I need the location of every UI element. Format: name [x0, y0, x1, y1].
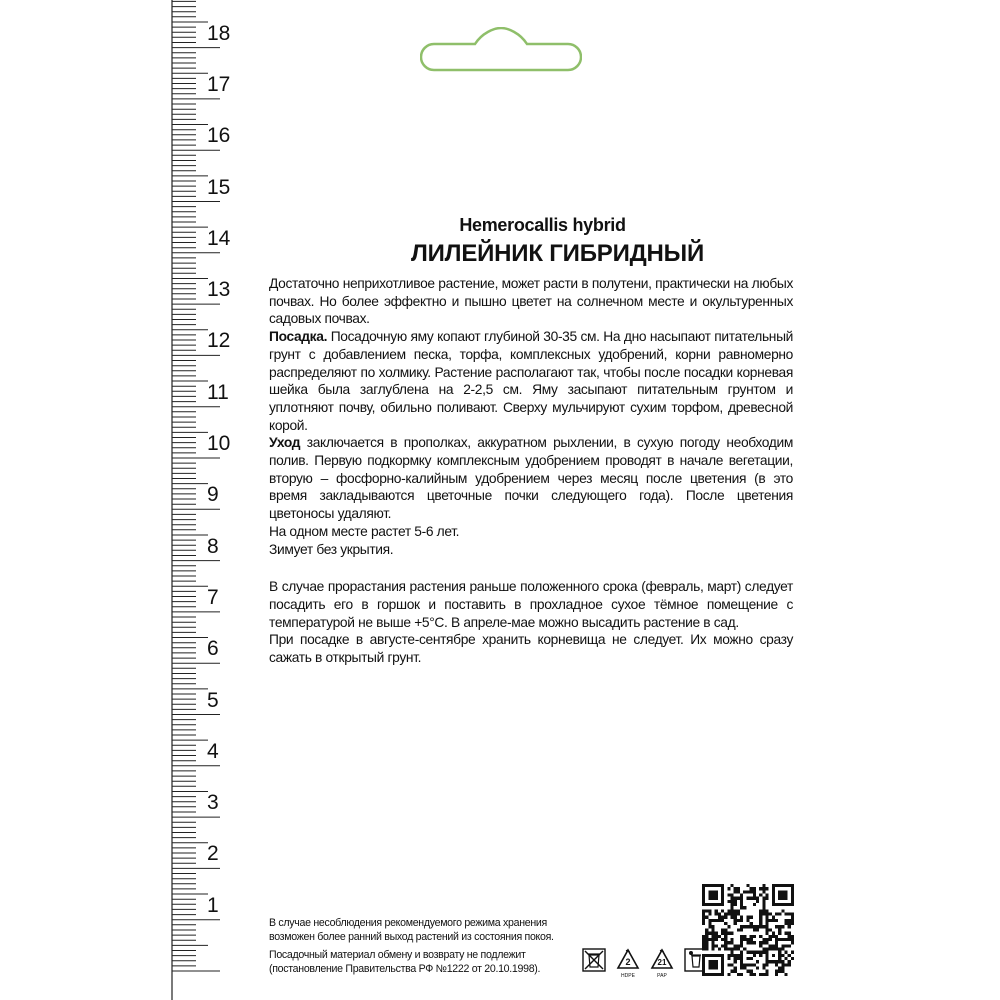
- ruler-number: 6: [207, 637, 219, 661]
- ruler-number: 13: [207, 278, 231, 302]
- hang-tab: [420, 27, 582, 79]
- planting-title: Посадка.: [269, 329, 328, 345]
- return-note-line2: (постановление Правительства РФ №1222 от 20.10.1998).: [269, 962, 541, 975]
- description-text: [269, 275, 793, 667]
- pap-recycle-icon: [649, 947, 675, 977]
- care-text: заключается в прополках, аккуратном рыхлении, в сухую погоду необходим полив. Первую подкормку комплексным удобрением проводят в начале вегетации, вторую – фосфорно-калийным удобрением через месяц после цветения (в это время закладываются цветочные почки следующего года). После цветения цветоносы удаляют.: [269, 435, 793, 522]
- hdpe-recycle-icon: [615, 947, 641, 977]
- recycling-icons: [581, 947, 709, 977]
- ruler-number: 16: [207, 124, 231, 148]
- ruler-number: 7: [207, 585, 219, 609]
- ruler-number: 17: [207, 72, 231, 96]
- latin-name: Hemerocallis hybrid: [459, 215, 626, 235]
- pap-number: 21: [657, 958, 667, 967]
- ruler-number: 8: [207, 534, 219, 558]
- storage-note-line2: возможен более ранний выход растений из состояния покоя.: [269, 930, 554, 943]
- intro-paragraph: Достаточно неприхотливое растение, может расти в полутени, практически на любых почвах. Но более эффектно и пышно цветет на солнечном месте и окультуренных садовых почвах.: [269, 276, 793, 327]
- ruler-number: 11: [207, 380, 229, 404]
- ruler-number: 1: [207, 893, 219, 917]
- ruler: [171, 0, 241, 1000]
- august-paragraph: При посадке в августе-сентябре хранить корневища не следует. Их можно сразу сажать в открытый грунт.: [269, 632, 793, 666]
- years-line: На одном месте растет 5-6 лет.: [269, 523, 460, 539]
- ruler-number: 5: [207, 688, 219, 712]
- care-title: Уход: [269, 435, 301, 451]
- ruler-number: 15: [207, 175, 231, 199]
- ruler-number: 9: [207, 483, 219, 507]
- ruler-number: 10: [207, 432, 231, 455]
- product-title: ЛИЛЕЙНИК ГИБРИДНЫЙ: [410, 240, 705, 267]
- ruler-number: 14: [207, 226, 231, 250]
- hdpe-label: HDPE: [621, 973, 635, 979]
- no-recycle-bin-icon: [581, 947, 607, 977]
- qr-code-icon: [702, 884, 794, 976]
- storage-note-line1: В случае несоблюдения рекомендуемого режима хранения: [269, 917, 547, 929]
- ruler-number: 2: [207, 842, 219, 866]
- ruler-number: 4: [207, 739, 219, 763]
- ruler-number: 18: [207, 21, 231, 45]
- care-paragraph: [269, 434, 793, 523]
- winter-line: Зимует без укрытия.: [269, 541, 394, 557]
- footer-notes: [269, 917, 589, 976]
- hdpe-number: 2: [625, 957, 631, 967]
- ruler-number: 3: [207, 791, 219, 815]
- return-note-line1: Посадочный материал обмену и возврату не подлежит: [269, 949, 526, 962]
- planting-paragraph: [269, 328, 793, 434]
- pap-label: PAP: [657, 973, 667, 979]
- planting-text: Посадочную яму копают глубиной 30-35 см. На дно насыпают питательный грунт с добавлением песка, торфа, комплексных удобрений, корни равномерно распределяют по холмику. Растение располагают так, чтобы после посадки корневая шейка была заглублена на 2-2,5 см. Яму засыпают питательным грунтом и уплотняют почву, обильно поливают. Сверху мульчируют сухим торфом, древесной корой.: [269, 329, 793, 433]
- sprouting-paragraph: В случае прорастания растения раньше положенного срока (февраль, март) следует посадить его в горшок и поставить в прохладное сухое тёмное помещение с температурой не выше +5°С. В апреле-мае можно высадить растение в сад.: [269, 579, 793, 630]
- ruler-number: 12: [207, 329, 231, 353]
